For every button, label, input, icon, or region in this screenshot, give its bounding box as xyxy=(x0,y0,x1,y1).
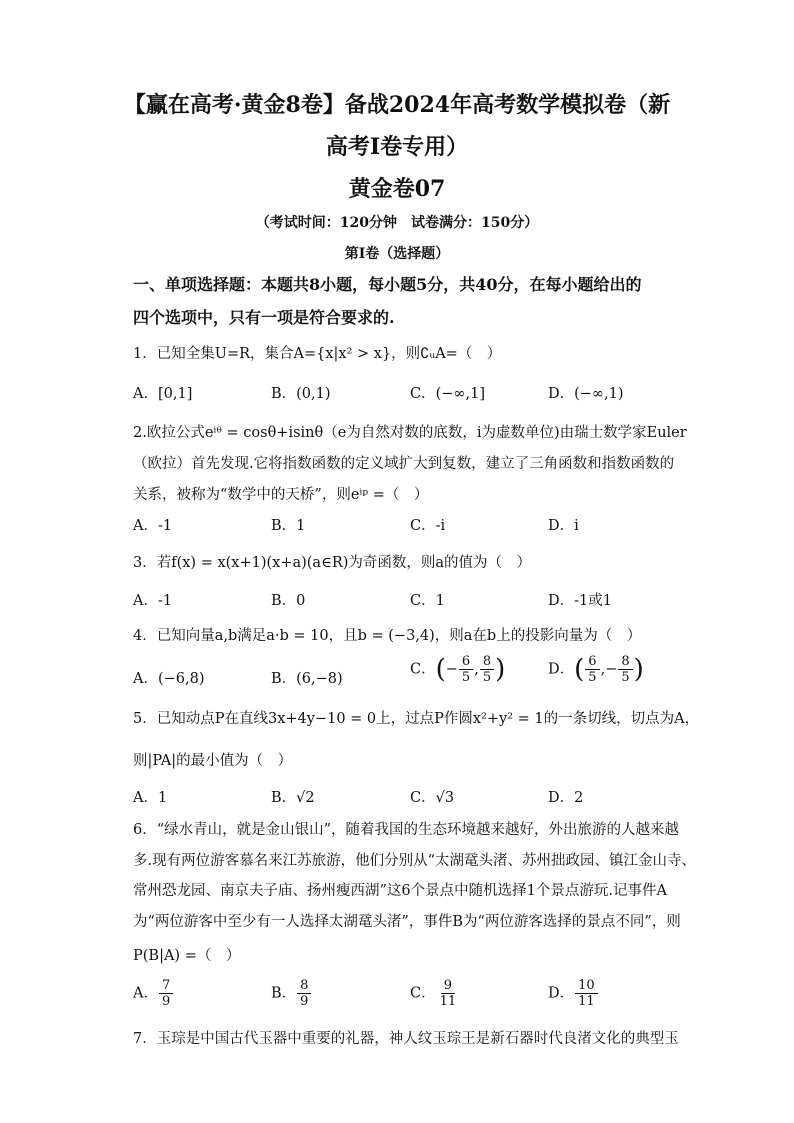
exam-title-line-2: 高考Ⅰ卷专用） xyxy=(325,134,469,160)
question-2-stem-line-1: 2.欧拉公式eⁱᶿ = cosθ+isinθ（e为自然对数的底数，i为虚数单位)由瑞士数学家Euler xyxy=(133,425,687,441)
instruction-line-1: 一、单项选择题：本题共8小题，每小题5分，共40分，在每小题给出的 xyxy=(133,275,642,294)
question-2-option-c: C．-i xyxy=(410,518,446,534)
question-5-option-c: C．√3 xyxy=(410,790,455,806)
question-6-stem-line-3: 常州恐龙园、南京夫子庙、扬州瘦西湖”这6个景点中随机选择1个景点游玩.记事件A xyxy=(133,883,667,899)
question-2-stem-line-3: 关系，被称为“数学中的天桥”，则eⁱᵖ =（ ） xyxy=(133,487,429,503)
instruction-line-2: 四个选项中，只有一项是符合要求的. xyxy=(133,308,395,327)
question-5-stem-line-1: 5．已知动点P在直线3x+4y−10 = 0上，过点P作圆x²+y² = 1的一条切线，切点为A， xyxy=(133,711,700,727)
fraction: $\frac{7}{9}$ xyxy=(159,978,173,1009)
question-2-option-a: A．-1 xyxy=(133,518,173,534)
question-7-stem-line-1: 7．玉琮是中国古代玉器中重要的礼器，神人纹玉琮王是新石器时代良渚文化的典型玉 xyxy=(133,1031,679,1047)
question-6-option-b: B． $\frac{8}{9}$ xyxy=(271,978,312,1009)
question-2-stem-line-2: （欧拉）首先发现.它将指数函数的定义域扩大到复数，建立了三角函数和指数函数的 xyxy=(133,456,675,472)
question-5-option-b: B．√2 xyxy=(271,790,315,806)
question-4-option-c: C．(− $\frac{6}{5}$ , $\frac{8}{5}$ ) xyxy=(410,654,506,685)
section-title: 第Ⅰ卷（选择题） xyxy=(344,246,450,262)
question-6-option-c: C． $\frac{9}{11}$ xyxy=(410,978,460,1009)
question-6-option-d: D． $\frac{10}{11}$ xyxy=(548,978,599,1009)
question-5-stem-line-2: 则|PA|的最小值为（ ） xyxy=(133,753,293,769)
question-2-option-b: B．1 xyxy=(271,518,306,534)
question-3-option-b: B．0 xyxy=(271,593,306,609)
question-1-option-d: D．(−∞,1) xyxy=(548,386,624,402)
question-5-option-d: D．2 xyxy=(548,790,584,806)
question-6-stem-line-1: 6．“绿水青山，就是金山银山”，随着我国的生态环境越来越好，外出旅游的人越来越 xyxy=(133,822,680,838)
question-3-option-d: D．-1或1 xyxy=(548,593,612,609)
paper-name: 黄金卷07 xyxy=(348,176,446,202)
question-4-stem: 4．已知向量a,b满足a·b = 10，且b = (−3,4)，则a在b上的投影向量为（ ） xyxy=(133,628,642,644)
exam-info: （考试时间：120分钟 试卷满分：150分） xyxy=(255,215,539,231)
question-6-stem-line-4: 为“两位游客中至少有一人选择太湖鼋头渚”，事件B为“两位游客选择的景点不同”，则 xyxy=(133,914,681,930)
question-3-stem: 3．若f(x) = x(x+1)(x+a)(a∈R)为奇函数，则a的值为（ ） xyxy=(133,555,532,571)
question-6-stem-line-2: 多.现有两位游客慕名来江苏旅游，他们分别从“太湖鼋头渚、苏州拙政园、镇江金山寺、 xyxy=(133,853,697,869)
question-3-option-c: C．1 xyxy=(410,593,445,609)
fraction: $\frac{6}{5}$ xyxy=(459,654,473,685)
question-5-option-a: A．1 xyxy=(133,790,168,806)
exam-title-line-1: 【赢在高考·黄金8卷】备战2024年高考数学模拟卷（新 xyxy=(123,92,671,118)
question-3-option-a: A．-1 xyxy=(133,593,173,609)
question-4-option-b: B．(6,−8) xyxy=(271,671,343,687)
fraction: $\frac{9}{11}$ xyxy=(439,978,457,1009)
question-4-option-a: A．(−6,8) xyxy=(133,671,205,687)
question-1-option-a: A．[0,1] xyxy=(133,386,193,402)
fraction: $\frac{6}{5}$ xyxy=(585,654,599,685)
fraction: $\frac{10}{11}$ xyxy=(575,978,598,1009)
question-2-option-d: D．i xyxy=(548,518,579,534)
question-1-option-c: C．(−∞,1] xyxy=(410,386,485,402)
question-1-stem: 1．已知全集U=R，集合A={x|x² > x}，则∁ᵤA=（ ） xyxy=(133,346,502,362)
fraction: $\frac{8}{5}$ xyxy=(618,654,632,685)
question-6-stem-line-5: P(B|A) =（ ） xyxy=(133,948,241,964)
fraction: $\frac{8}{9}$ xyxy=(297,978,311,1009)
fraction: $\frac{8}{5}$ xyxy=(480,654,494,685)
question-4-option-d: D．( $\frac{6}{5}$ ,− $\frac{8}{5}$ ) xyxy=(548,654,644,685)
question-1-option-b: B．(0,1) xyxy=(271,386,331,402)
question-6-option-a: A． $\frac{7}{9}$ xyxy=(133,978,174,1009)
